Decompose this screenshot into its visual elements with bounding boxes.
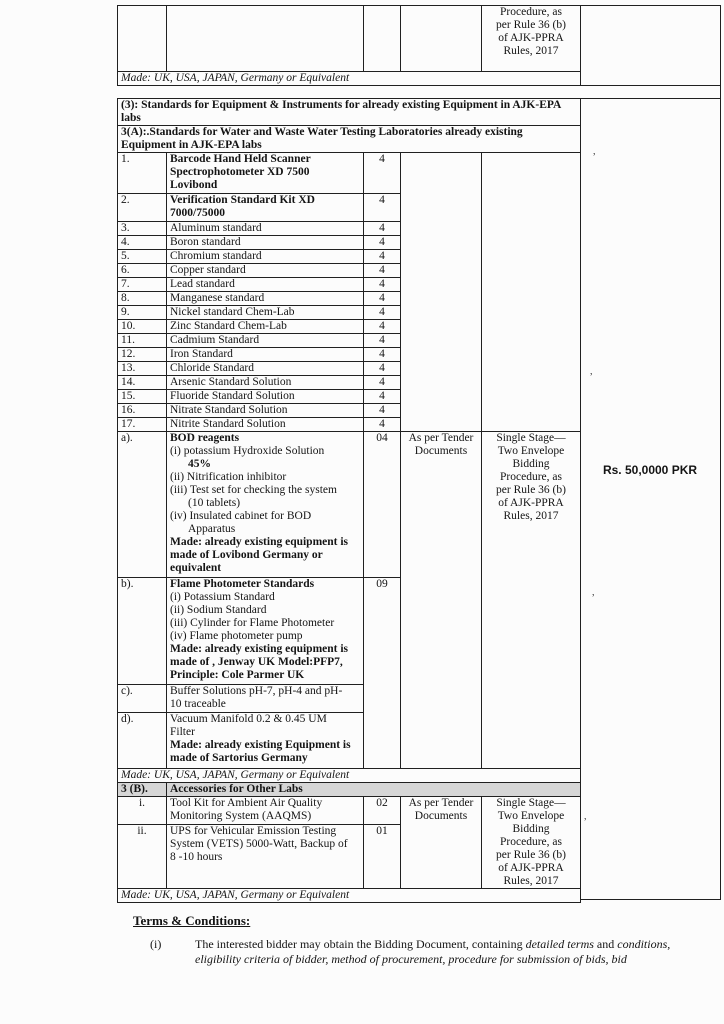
item-description: [167, 578, 364, 685]
item-description: [167, 432, 364, 578]
item-number: a).: [118, 432, 167, 578]
item-title: BOD reagents: [170, 432, 240, 444]
item-description: [167, 153, 364, 194]
item-description: [167, 390, 364, 404]
made-row: [118, 72, 581, 86]
item-number: 11.: [118, 334, 167, 348]
item-number: 17.: [118, 418, 167, 432]
text-line: Nitrite Standard Solution: [170, 418, 286, 430]
text-line: Made: already existing equipment is: [170, 536, 349, 548]
text-line: Arsenic Standard Solution: [170, 376, 292, 388]
section-3-title: (3): Standards for Equipment & Instruments for already existing Equipment in AJK-EPA labs: [118, 99, 581, 126]
text-line: Nitrate Standard Solution: [170, 404, 288, 416]
item-description: [167, 797, 364, 825]
speck-mark: ,: [584, 811, 587, 822]
procedure-cell: [482, 6, 581, 72]
text-line: of AJK-PPRA: [498, 497, 564, 509]
item-quantity: 4: [364, 362, 401, 376]
text-line: (10 tablets): [188, 497, 241, 509]
gap-row: [118, 86, 581, 99]
text-line: Filter: [170, 726, 195, 738]
item-quantity: 4: [364, 376, 401, 390]
text-line: Tool Kit for Ambient Air Quality: [170, 797, 323, 809]
text-line: Two Envelope: [497, 445, 565, 457]
text-line: Zinc Standard Chem-Lab: [170, 320, 287, 332]
speck-mark: ,: [593, 146, 596, 157]
terms-text-plain: The interested bidder may obtain the Bidding Document, containing: [195, 937, 526, 951]
text-line: Documents: [414, 810, 468, 822]
text-line: made of , Jenway UK Model:PFP7,: [170, 656, 343, 668]
text-line: Bidding: [512, 823, 550, 835]
table-row: [118, 432, 581, 578]
text-line: Vacuum Manifold 0.2 & 0.45 UM: [170, 713, 327, 725]
item-description: [167, 713, 364, 769]
item-number: 2.: [118, 194, 167, 222]
text-line: Nickel standard Chem-Lab: [170, 306, 295, 318]
estimated-cost: Rs. 50,0000 PKR: [602, 463, 698, 477]
text-line: (ii) Sodium Standard: [170, 604, 267, 616]
text-line: Spectrophotometer XD 7500: [170, 166, 310, 178]
item-description: [167, 194, 364, 222]
item-number: 14.: [118, 376, 167, 390]
text-line: As per Tender: [408, 797, 474, 809]
terms-text-plain: and: [593, 937, 618, 951]
item-description: [167, 222, 364, 236]
item-number: 7.: [118, 278, 167, 292]
text-line: Manganese standard: [170, 292, 265, 304]
made-note: Made: UK, USA, JAPAN, Germany or Equivalent: [118, 769, 581, 783]
text-line: per Rule 36 (b): [496, 849, 566, 861]
text-line: (iv) Insulated cabinet for BOD: [170, 510, 312, 522]
item-quantity: 4: [364, 418, 401, 432]
section-row: [118, 126, 581, 153]
text-line: Barcode Hand Held Scanner: [170, 153, 311, 165]
terms-heading: Terms & Conditions:: [133, 913, 251, 928]
text-line: Iron Standard: [170, 348, 233, 360]
text-line: Monitoring System (AAQMS): [170, 810, 312, 822]
text-line: Procedure, as: [500, 6, 562, 18]
item-quantity: 4: [364, 390, 401, 404]
item-number: c).: [118, 685, 167, 713]
item-quantity: 4: [364, 250, 401, 264]
item-number: i.: [118, 797, 167, 825]
text-line: (i) potassium Hydroxide Solution: [170, 445, 325, 457]
text-line: Copper standard: [170, 264, 246, 276]
item-description: [167, 236, 364, 250]
as-per-tender-cell: [401, 432, 482, 769]
text-line: 7000/75000: [170, 207, 225, 219]
item-quantity: 04: [364, 432, 401, 578]
text-line: Procedure, as: [500, 471, 562, 483]
item-description: [167, 306, 364, 320]
text-line: of AJK-PPRA: [498, 862, 564, 874]
text-line: (i) Potassium Standard: [170, 591, 275, 603]
terms-item-text: [195, 937, 673, 952]
item-description: [167, 334, 364, 348]
item-quantity: 09: [364, 578, 401, 769]
text-line: Principle: Cole Parmer UK: [170, 669, 305, 681]
item-number: ii.: [118, 825, 167, 889]
item-number: 16.: [118, 404, 167, 418]
made-row: [118, 769, 581, 783]
made-note: Made: UK, USA, JAPAN, Germany or Equivalent: [118, 72, 581, 86]
item-quantity: 4: [364, 306, 401, 320]
text-line: Made: already existing Equipment is: [170, 739, 351, 751]
text-line: Rules, 2017: [503, 45, 559, 57]
item-title: Flame Photometer Standards: [170, 578, 315, 590]
item-description: [167, 264, 364, 278]
item-description: [167, 418, 364, 432]
item-quantity: 4: [364, 348, 401, 362]
item-number: 1.: [118, 153, 167, 194]
item-quantity: 4: [364, 222, 401, 236]
text-line: Procedure, as: [500, 836, 562, 848]
made-note: Made: UK, USA, JAPAN, Germany or Equivalent: [118, 889, 581, 903]
text-line: Bidding: [512, 458, 550, 470]
text-line: 8 -10 hours: [170, 851, 223, 863]
text-line: per Rule 36 (b): [496, 19, 566, 31]
item-number: 10.: [118, 320, 167, 334]
item-description: [167, 825, 364, 889]
top-row: [118, 6, 581, 72]
text-line: Two Envelope: [497, 810, 565, 822]
text-line: Buffer Solutions pH-7, pH-4 and pH-: [170, 685, 343, 697]
speck-mark: ,: [592, 587, 595, 598]
text-line: 45%: [188, 458, 211, 470]
text-line: (ii) Nitrification inhibitor: [170, 471, 287, 483]
item-number: d).: [118, 713, 167, 769]
section-3b-number: 3 (B).: [118, 783, 167, 797]
item-description: [167, 362, 364, 376]
text-line: Rules, 2017: [503, 875, 559, 887]
item-description: [167, 685, 364, 713]
text-line: Aluminum standard: [170, 222, 262, 234]
table-row: [118, 797, 581, 825]
item-number: 6.: [118, 264, 167, 278]
item-quantity: 4: [364, 320, 401, 334]
item-number: 9.: [118, 306, 167, 320]
item-description: [167, 292, 364, 306]
item-quantity: 4: [364, 334, 401, 348]
item-number: 8.: [118, 292, 167, 306]
text-line: Rules, 2017: [503, 510, 559, 522]
item-number: 13.: [118, 362, 167, 376]
text-line: Single Stage—: [496, 797, 566, 809]
as-per-tender-cell: [401, 797, 482, 889]
section-3b-title: Accessories for Other Labs: [167, 783, 581, 797]
text-line: Single Stage—: [496, 432, 566, 444]
terms-text-italic: conditions,: [617, 937, 671, 951]
section-row: [118, 783, 581, 797]
item-quantity: 01: [364, 825, 401, 889]
section-row: [118, 99, 581, 126]
text-line: Verification Standard Kit XD: [170, 194, 315, 206]
table-row: [118, 153, 581, 194]
procurement-table: [117, 5, 581, 903]
text-line: per Rule 36 (b): [496, 484, 566, 496]
text-line: made of Lovibond Germany or: [170, 549, 323, 561]
item-number: 4.: [118, 236, 167, 250]
item-description: [167, 250, 364, 264]
item-description: [167, 404, 364, 418]
item-number: 5.: [118, 250, 167, 264]
item-quantity: 4: [364, 153, 401, 194]
item-number: b).: [118, 578, 167, 685]
item-number: 12.: [118, 348, 167, 362]
text-line: System (VETS) 5000-Watt, Backup of: [170, 838, 348, 850]
procedure-cell: [482, 797, 581, 889]
item-description: [167, 320, 364, 334]
item-number: 3.: [118, 222, 167, 236]
item-description: [167, 348, 364, 362]
item-quantity: 4: [364, 194, 401, 222]
text-line: Lead standard: [170, 278, 235, 290]
estimated-cost-column: [580, 5, 721, 900]
text-line: equivalent: [170, 562, 222, 574]
item-number: 15.: [118, 390, 167, 404]
text-line: Boron standard: [170, 236, 241, 248]
item-quantity: 4: [364, 292, 401, 306]
terms-item-number: (i): [150, 937, 162, 951]
text-line: Lovibond: [170, 179, 218, 191]
text-line: As per Tender: [408, 432, 474, 444]
procedure-cell: [482, 432, 581, 769]
item-quantity: 4: [364, 236, 401, 250]
section-3a-title: 3(A):.Standards for Water and Waste Water Testing Laboratories already existing Equipment in AJK-EPA labs: [118, 126, 581, 153]
terms-text-italic: detailed terms: [525, 937, 594, 951]
item-quantity: 02: [364, 797, 401, 825]
item-quantity: 4: [364, 404, 401, 418]
text-line: Documents: [414, 445, 468, 457]
text-line: (iii) Cylinder for Flame Photometer: [170, 617, 335, 629]
text-line: Chloride Standard: [170, 362, 254, 374]
item-description: [167, 376, 364, 390]
text-line: Chromium standard: [170, 250, 262, 262]
text-line: made of Sartorius Germany: [170, 752, 308, 764]
speck-mark: ,: [590, 366, 593, 377]
item-quantity: 4: [364, 264, 401, 278]
text-line: of AJK-PPRA: [498, 32, 564, 44]
text-line: Made: already existing equipment is: [170, 643, 349, 655]
text-line: Fluoride Standard Solution: [170, 390, 295, 402]
text-line: (iv) Flame photometer pump: [170, 630, 303, 642]
text-line: (iii) Test set for checking the system: [170, 484, 337, 496]
item-quantity: 4: [364, 278, 401, 292]
item-description: [167, 278, 364, 292]
text-line: Cadmium Standard: [170, 334, 260, 346]
text-line: 10 traceable: [170, 698, 226, 710]
terms-item-text-line2: eligibility criteria of bidder, method of procurement, procedure for submission of bids, bid: [195, 952, 627, 966]
made-row: [118, 889, 581, 903]
text-line: Apparatus: [188, 523, 236, 535]
text-line: UPS for Vehicular Emission Testing: [170, 825, 337, 837]
